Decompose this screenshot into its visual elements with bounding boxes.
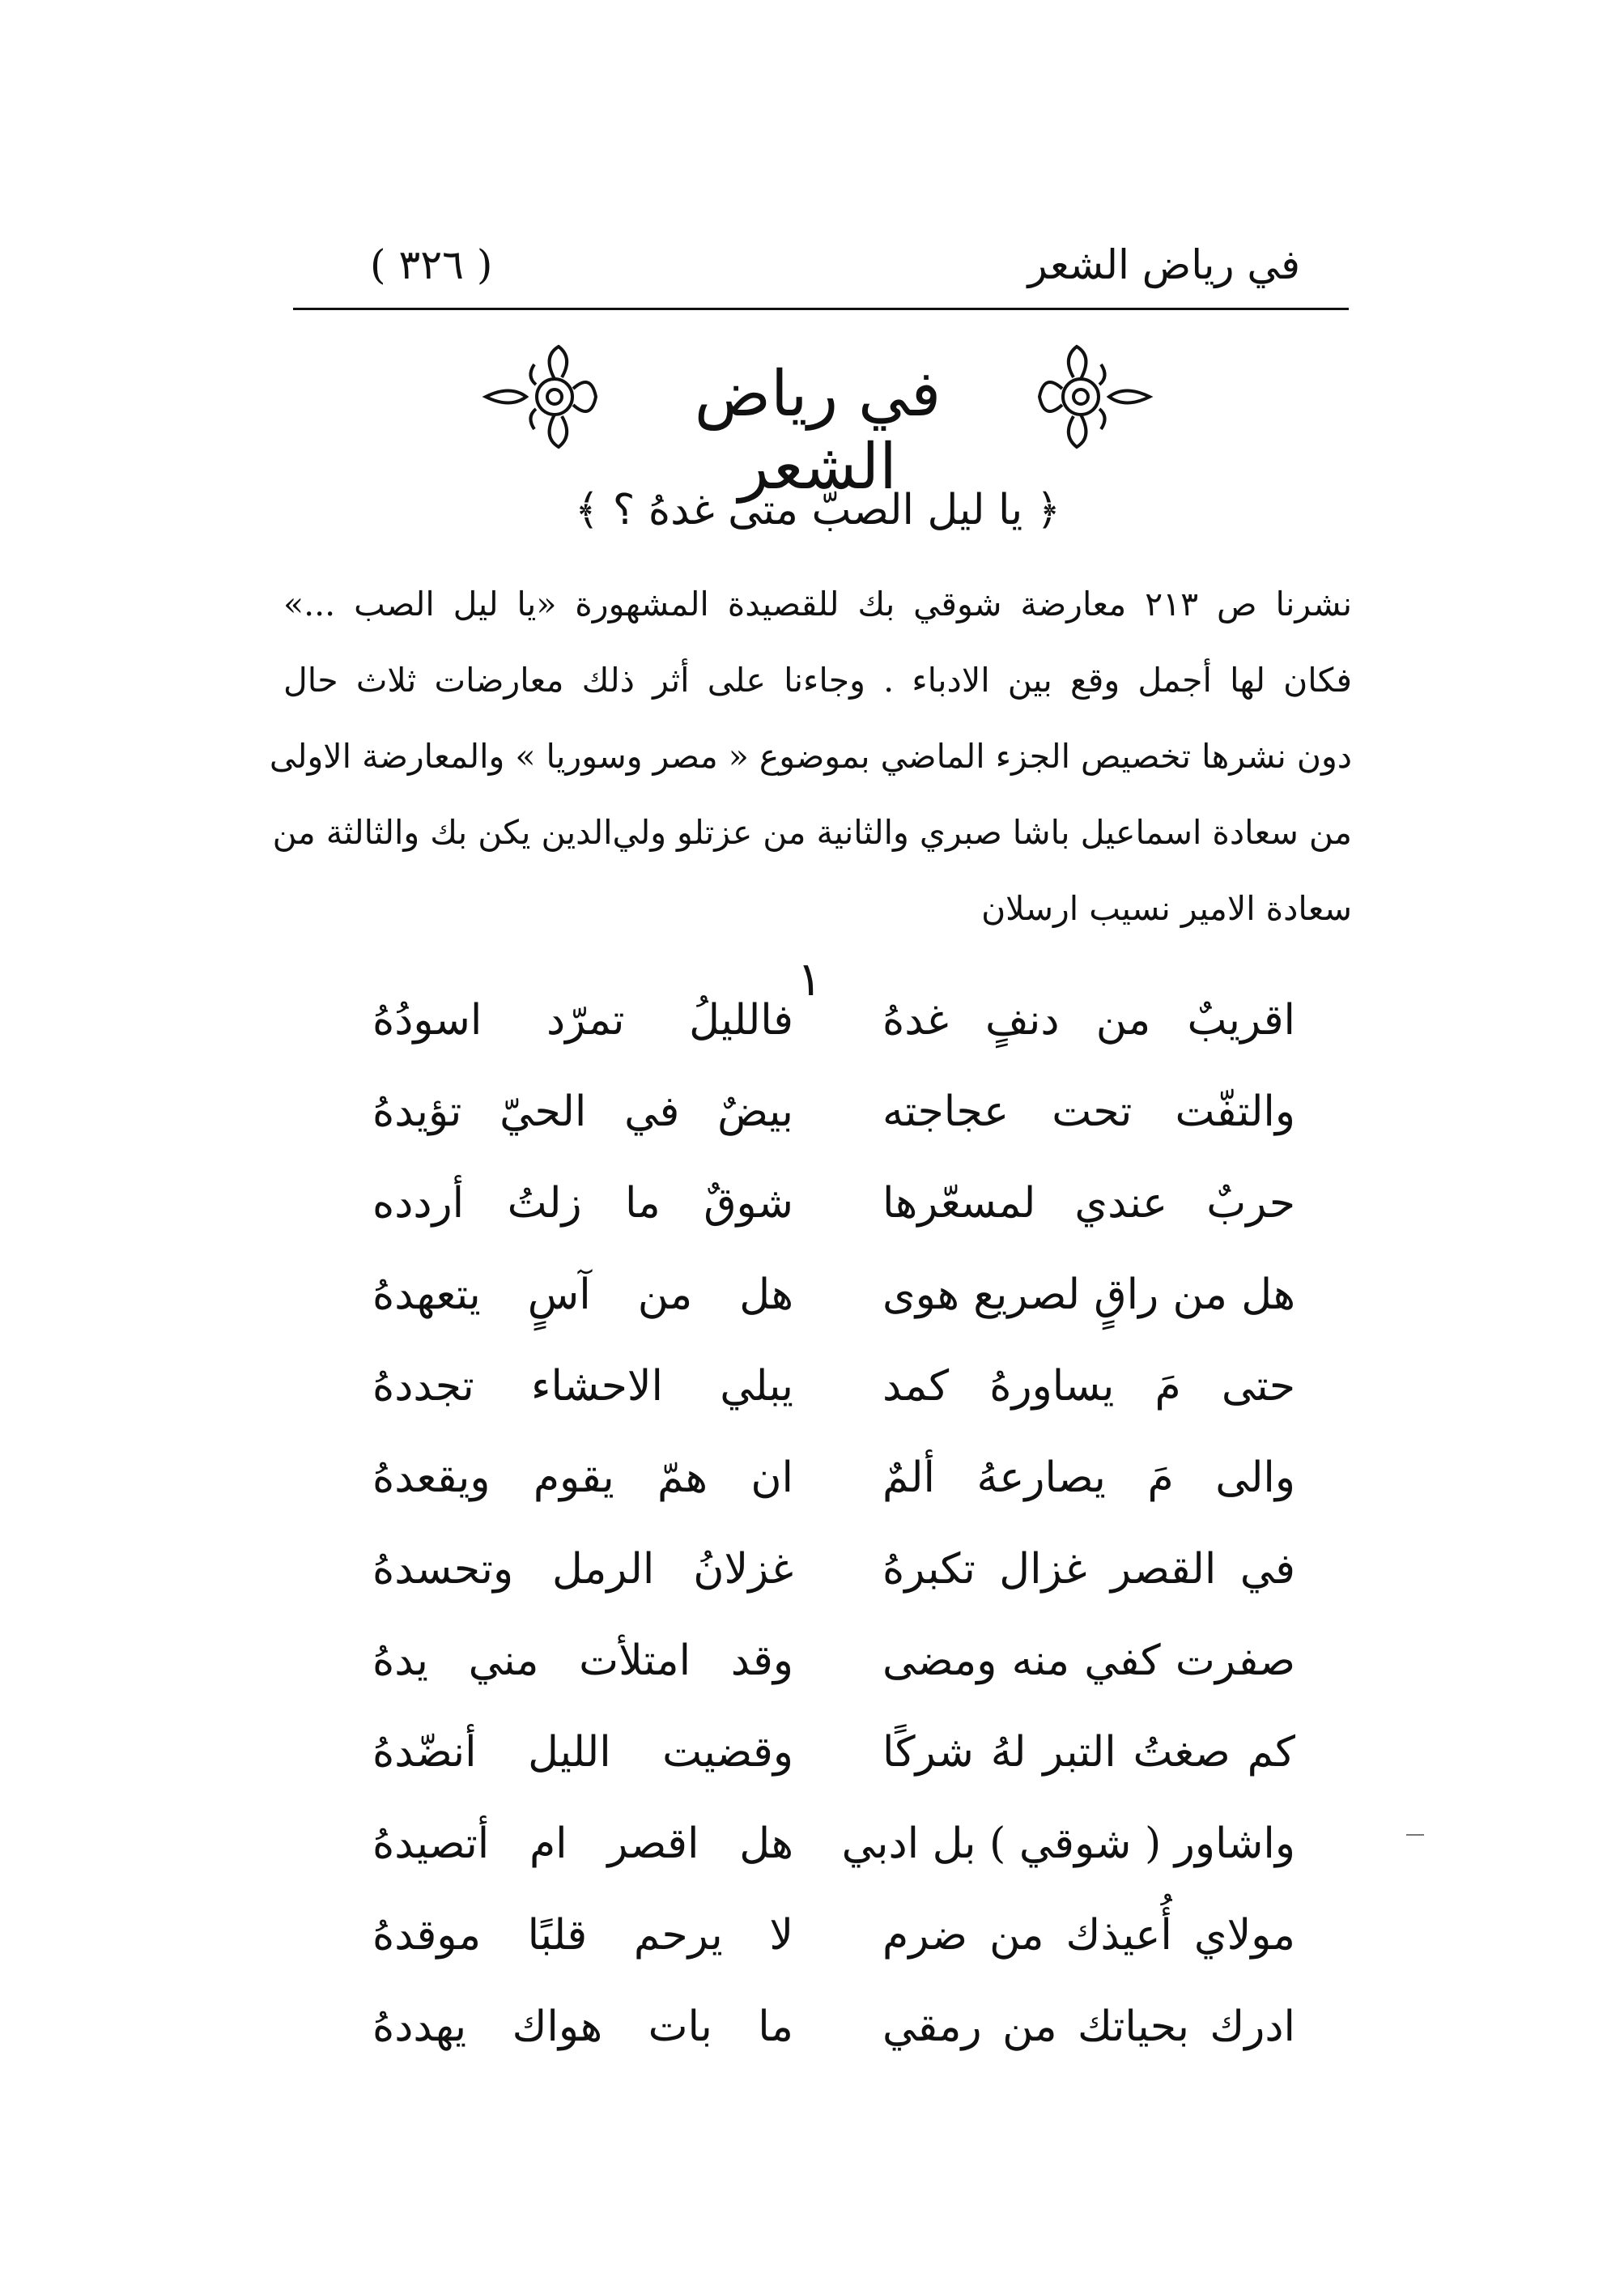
verse-first-hemistich: واشاور ( شوقي ) بل ادبي [841,1819,1295,1868]
section-title [470,340,1166,504]
verse-second-hemistich: غزلانُ الرمل وتحسدهُ [372,1545,793,1594]
verse-second-hemistich: هل من آسٍ يتعهدهُ [372,1270,793,1319]
verse-second-hemistich: فالليلُ تمرّد اسودُهُ [372,996,793,1045]
verse-second-hemistich: هل اقصر ام أتصيدهُ [372,1819,793,1868]
floral-ornament-icon [1036,340,1158,453]
verse-first-hemistich: مولاي أُعيذك من ضرم [882,1911,1295,1960]
verse-first-hemistich: حتى مَ يساورهُ كمد [882,1362,1295,1411]
verse [340,1362,1295,1443]
page-header [293,236,1349,301]
verse-second-hemistich: لا يرحم قلبًا موقدهُ [372,1911,793,1960]
verse [340,1545,1295,1626]
verse-second-hemistich: وقد امتلأت مني يدهُ [372,1636,793,1685]
verse [340,996,1295,1077]
verse [340,1270,1295,1351]
verse [340,1819,1295,1900]
verse-first-hemistich: ادرك بحياتك من رمقي [882,2002,1295,2051]
verse [340,1636,1295,1717]
header-rule [293,308,1349,310]
verse [340,1453,1295,1534]
verse-second-hemistich: ان همّ يقوم ويقعدهُ [372,1453,793,1502]
intro-line: نشرنا ص ٢١٣ معارضة شوقي بك للقصيدة المشهورة «يا ليل الصب ...» [283,585,1352,624]
verse-second-hemistich: وقضيت الليل أنضّدهُ [372,1728,793,1777]
poem-title: ﴿ يا ليل الصبّ متى غدهُ ؟ ﴾ [574,486,1061,534]
verse-first-hemistich: في القصر غزال تكبرهُ [882,1545,1295,1594]
verse-second-hemistich: ما بات هواك يهددهُ [372,2002,793,2051]
verse-first-hemistich: اقريبٌ من دنفٍ غدهُ [882,996,1295,1045]
intro-line: دون نشرها تخصيص الجزء الماضي بموضوع « مصر وسوريا » والمعارضة الاولى [269,737,1352,776]
verse-first-hemistich: والى مَ يصارعهُ ألمٌ [882,1453,1295,1502]
verse-first-hemistich: حربٌ عندي لمسعّرها [882,1179,1295,1228]
floral-ornament-icon [478,340,599,453]
intro-line: فكان لها أجمل وقع بين الادباء . وجاءنا على أثر ذلك معارضات ثلاث حال [283,661,1352,700]
verse-second-hemistich: يبلي الاحشاء تجددهُ [372,1362,793,1411]
intro-line: من سعادة اسماعيل باشا صبري والثانية من عزتلو ولي‌الدين يكن بك والثالثة من [272,813,1352,852]
verse [340,1728,1295,1809]
verse-second-hemistich: بيضٌ في الحيّ تؤيدهُ [372,1087,793,1136]
verse [340,2002,1295,2083]
verse [340,1911,1295,1992]
scan-edge-mark [1406,1834,1424,1836]
section-title-text: في رياض الشعر [694,358,942,504]
verse [340,1087,1295,1168]
poem-number: ١ [797,951,823,1007]
verse-first-hemistich: صفرت كفي منه ومضى [882,1636,1295,1685]
running-title: في رياض الشعر [1027,241,1300,288]
intro-line: سعادة الامير نسيب ارسلان [981,889,1352,928]
poem-verses [340,996,1295,2089]
verse-first-hemistich: هل من راقٍ لصريع هوى [882,1270,1295,1319]
intro-paragraph [269,585,1352,957]
verse-first-hemistich: كم صغتُ التبر لهُ شركًا [882,1728,1295,1777]
verse-first-hemistich: والتفّت تحت عجاجته [882,1087,1295,1136]
verse [340,1179,1295,1260]
verse-second-hemistich: شوقٌ ما زلتُ أردده [372,1179,793,1228]
page-number: ( ٣٢٦ ) [370,241,493,288]
